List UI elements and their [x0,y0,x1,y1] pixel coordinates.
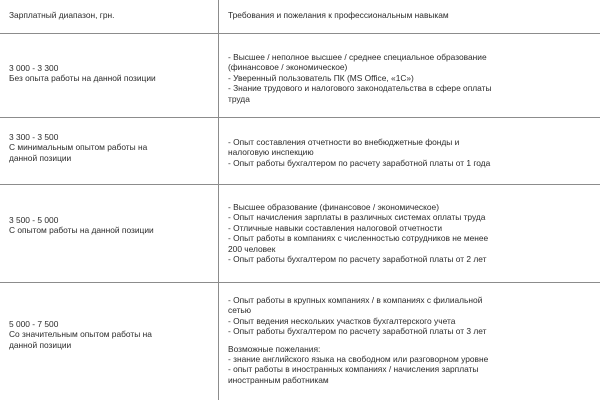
table-row [0,185,600,283]
requirement-line: - Опыт составления отчетности во внебюджетные фонды и [228,137,460,147]
salary-range: 3 300 - 3 500 [9,132,59,142]
spacer [228,337,590,344]
salary-range: 3 500 - 5 000 [9,215,59,225]
header-requirements-label: Требования и пожелания к профессиональным навыкам [228,10,449,20]
salary-range: 3 000 - 3 300 [9,63,59,73]
wishes-title: Возможные пожелания: [228,343,321,354]
requirement-line: - Уверенный пользователь ПК (MS Office, «1С») [228,72,414,83]
requirement-line: - Опыт работы в крупных компаниях / в компаниях с филиальной [228,295,483,305]
salary-cell [9,215,209,236]
salary-cell [9,319,209,350]
requirements-cell [228,137,590,168]
requirement-line: - Отличные навыки составления налоговой отчетности [228,222,443,233]
requirement-line: - Знание трудового и налогового законодательства в сфере оплаты [228,83,492,94]
header-salary-label: Зарплатный диапазон, грн. [9,10,115,20]
experience-text: Без опыта работы на данной позиции [9,73,156,84]
salary-cell [9,63,209,84]
requirement-line: - Опыт работы бухгалтером по расчету заработной платы от 1 года [228,157,491,168]
wish-line: - опыт работы в иностранных компаниях / начисления зарплаты [228,364,479,375]
requirements-cell [228,295,590,385]
header-requirements-cell [228,10,590,20]
experience-text: данной позиции [9,152,72,163]
requirements-cell [228,202,590,264]
requirement-line: - Опыт работы в компаниях с численностью сотрудников не менее [228,233,489,244]
requirement-line: труда [228,93,250,104]
requirement-line: 200 человек [228,243,276,254]
experience-text: С минимальным опытом работы на [9,142,148,153]
requirement-line: сетью [228,305,252,316]
wish-line: - знание английского языка на свободном или разговорном уровне [228,354,489,365]
requirement-line: - Опыт работы бухгалтером по расчету заработной платы от 3 лет [228,326,487,337]
table-row [0,34,600,118]
experience-text: Со значительным опытом работы на [9,329,152,340]
requirement-line: (финансовое / экономическое) [228,62,348,73]
table-row [0,118,600,185]
requirement-line: - Высшее образование (финансовое / экономическое) [228,202,439,212]
requirement-line: - Опыт ведения нескольких участков бухгалтерского учета [228,315,456,326]
requirement-line: налоговую инспекцию [228,147,314,158]
salary-cell [9,132,209,163]
table-header-row [0,0,600,34]
salary-range: 5 000 - 7 500 [9,319,59,329]
experience-text: С опытом работы на данной позиции [9,225,154,236]
requirement-line: - Опыт работы бухгалтером по расчету заработной платы от 2 лет [228,254,487,265]
experience-text: данной позиции [9,339,72,350]
requirement-line: - Опыт начисления зарплаты в различных системах оплаты труда [228,212,486,223]
table-row [0,283,600,400]
wish-line: иностранным работникам [228,374,329,385]
requirements-cell [228,52,590,104]
requirement-line: - Высшее / неполное высшее / среднее специальное образование [228,52,487,62]
header-salary-cell [9,10,209,20]
